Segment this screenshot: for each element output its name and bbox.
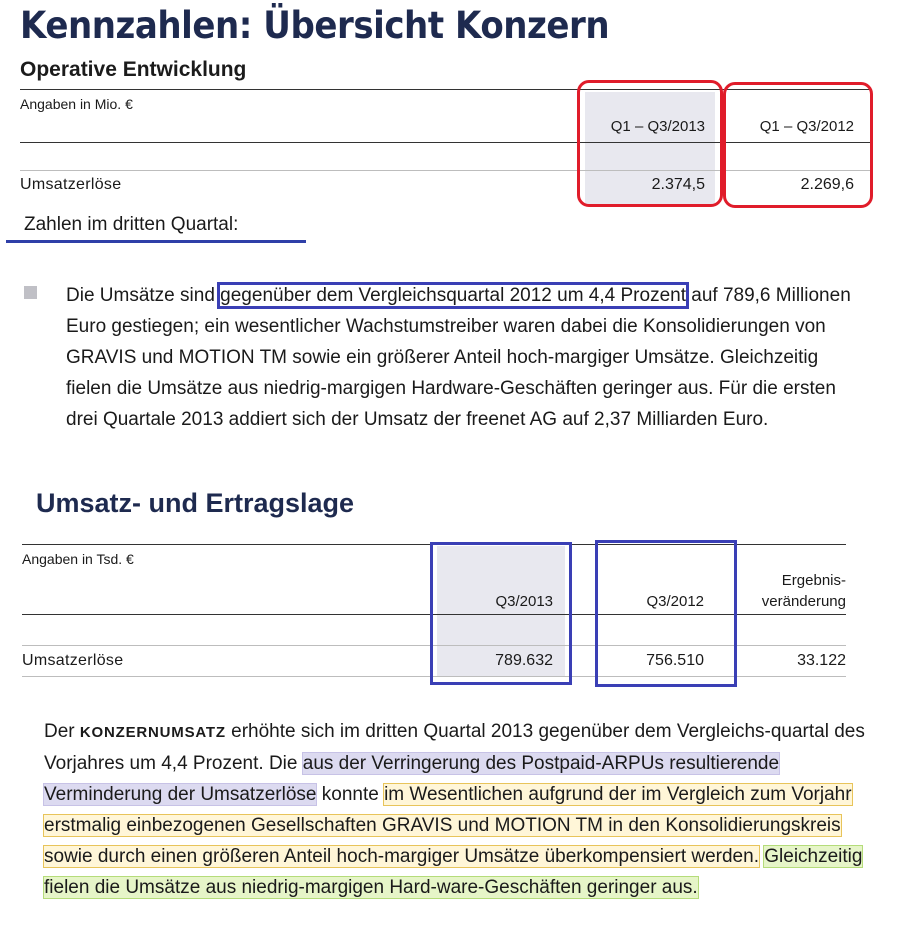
table1-col2-highlight-box: [723, 82, 873, 208]
para2-highlight-arpu: aus der Verringerung des Postpaid-ARPUs resultierende Verminderung der Umsatzerlöse: [44, 753, 780, 805]
table1-unit-label: Angaben in Mio. €: [20, 96, 133, 112]
bullet-text-after: auf 789,6 Millionen Euro gestiegen; ein wesentlicher Wachstumstreiber waren dabei die Konsolidierungen von GRAVIS und MOTION TM sowie ein größerer Anteil hoch-margiger Umsätze. Gleichzeitig fielen die Umsätze aus niedrig-margigen Hardware-Geschäften geringer aus. Für die ersten drei Quartale 2013 addiert sich der Umsatz der freenet AG auf 2,37 Milliarden Euro.: [66, 285, 851, 430]
para2-part2: konnte: [316, 784, 385, 805]
table1-col1-value: 2.374,5: [651, 176, 705, 193]
para2-part1: erhöhte sich im dritten Quartal 2013 gegenüber dem Vergleichs-quartal des Vorjahres um 4,4 Prozent. Die: [44, 721, 865, 774]
table2-col3-value: 33.122: [797, 652, 846, 669]
konzernumsatz-paragraph: [44, 716, 874, 903]
table2-col1-value: 789.632: [495, 652, 553, 669]
bullet-paragraph: [66, 280, 856, 435]
table1-row-label: Umsatzerlöse: [20, 176, 122, 193]
table1-col2-value: 2.269,6: [800, 176, 854, 193]
q3-heading: Zahlen im dritten Quartal:: [24, 214, 239, 235]
section-title-umsatz: Umsatz- und Ertragslage: [36, 488, 355, 518]
table2-col2-header: Q3/2012: [646, 593, 704, 610]
table2-col1-highlight-box: [430, 542, 572, 685]
table2-col2-highlight-box: [595, 540, 737, 687]
bullet-text-before: Die Umsätze sind: [66, 285, 221, 306]
table2-col3-header-line1: Ergebnis-: [781, 572, 846, 589]
para2-keyword: KONZERNUMSATZ: [79, 724, 226, 741]
para2-highlight-hardware: Gleichzeitig fielen die Umsätze aus niedrig-margigen Hard-ware-Geschäften geringer aus.: [44, 846, 863, 898]
bullet-square: [24, 286, 37, 299]
table2-col1-header: Q3/2013: [495, 593, 553, 610]
bullet-highlight-growth: gegenüber dem Vergleichsquartal 2012 um 4,4 Prozent: [220, 285, 686, 306]
table2-row-label: Umsatzerlöse: [22, 652, 124, 669]
para2-highlight-consolidation: im Wesentlichen aufgrund der im Vergleich zum Vorjahr erstmalig einbezogenen Gesellschaften GRAVIS und MOTION TM in den Konsolidierungskreis sowie durch einen größeren Anteil hoch-margiger Umsätze überkompensiert werden.: [44, 784, 852, 867]
table2-unit-label: Angaben in Tsd. €: [22, 551, 134, 567]
para2-lead: Der: [44, 721, 80, 742]
table1-col1-header: Q1 – Q3/2013: [610, 118, 705, 135]
page-title: Kennzahlen: Übersicht Konzern: [20, 4, 610, 47]
table1-col1-highlight-box: [577, 80, 723, 207]
table2-col3-header-line2: veränderung: [761, 593, 846, 610]
table2-col2-value: 756.510: [646, 652, 704, 669]
table1-col2-header: Q1 – Q3/2012: [759, 118, 854, 135]
q3-heading-underline: [6, 240, 306, 243]
section-title-operative: Operative Entwicklung: [20, 58, 247, 81]
